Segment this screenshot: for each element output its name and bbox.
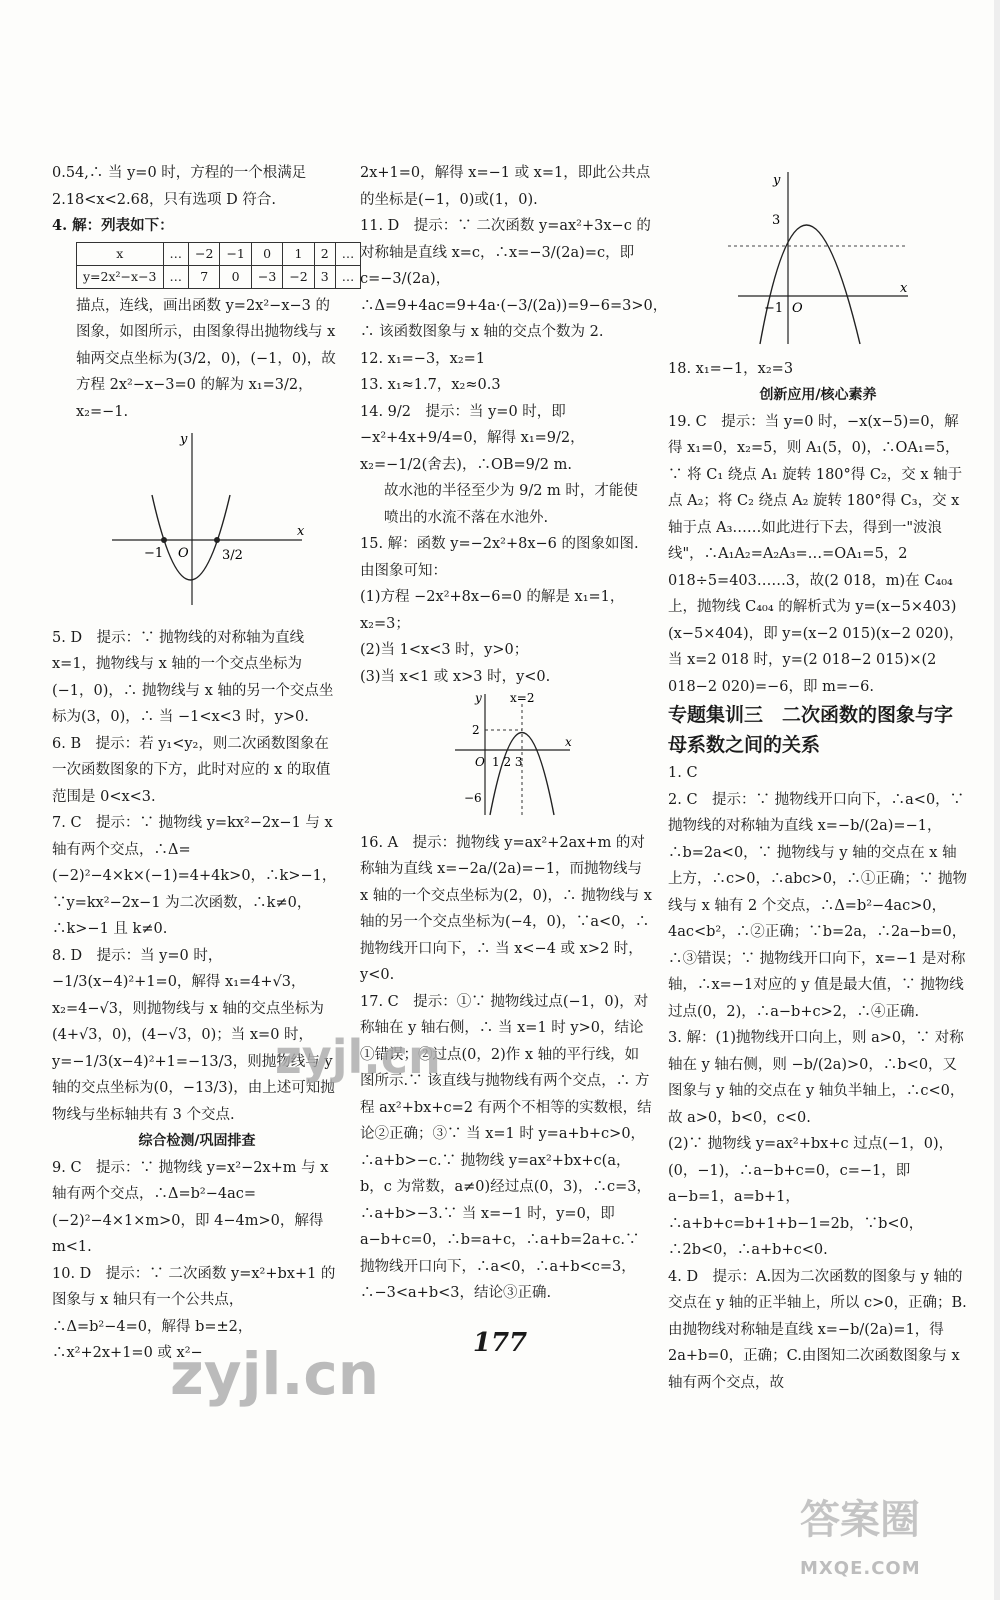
- y-label: y: [773, 173, 781, 188]
- watermark-logo: 答案圈: [800, 1497, 920, 1543]
- table-cell: 3: [314, 265, 335, 288]
- origin-label: O: [792, 301, 803, 316]
- table-cell: …: [335, 265, 361, 288]
- table-cell: 0: [251, 242, 282, 265]
- page-edge: [994, 0, 1000, 1600]
- tick-labels: 1 2 3: [492, 755, 523, 769]
- root-label-left: −1: [144, 546, 164, 561]
- q6: 6. B 提示：若 y₁<y₂，则二次函数图象在一次函数图象的下方，此时对应的 x 的取值范围是 0<x<3.: [52, 735, 331, 805]
- table-cell: …: [163, 265, 189, 288]
- section-heading: 综合检测/巩固排查: [138, 1133, 256, 1149]
- watermark-site: MXQE.COM: [800, 1558, 921, 1579]
- x-label: x: [565, 735, 572, 749]
- q7: 7. C 提示：∵ 抛物线 y=kx²−2x−1 与 x 轴有两个交点，∴Δ=(−2)²−4×k×(−1)=4+4k>0，∴k>−1，∵y=kx²−2x−1 为二次函数，∴k≠0，∴k>−1 且 k≠0.: [52, 815, 337, 937]
- table-cell: −2: [283, 265, 314, 288]
- graph-q17: [668, 166, 968, 346]
- table-cell: −3: [251, 265, 282, 288]
- q16: 16. A 提示：抛物线 y=ax²+2ax+m 的对称轴为直线 x=−2a/(2a)=−1，而抛物线与 x 轴的一个交点坐标为(2，0)，∴ 抛物线与 x 轴的另一个交点坐标为(−4，0)，∵a<0，∴ 抛物线开口向下，∴ 当 x<−4 或 x>2 时，y<0.: [360, 834, 652, 983]
- q4-heading: 4. 解：列表如下：: [52, 217, 174, 234]
- q10-tail: 2x+1=0，解得 x=−1 或 x=1，即此公共点的坐标是(−1，0)或(1，0).: [360, 165, 651, 208]
- q9: 9. C 提示：∵ 抛物线 y=x²−2x+m 与 x 轴有两个交点，∴Δ=b²−4ac=(−2)²−4×1×m>0，即 4−4m>0，解得 m<1.: [52, 1159, 329, 1255]
- origin-label: O: [178, 546, 189, 561]
- origin-label: O: [475, 755, 485, 769]
- table-row: [77, 265, 361, 288]
- table-cell: …: [335, 242, 361, 265]
- q15-part2: (2)当 1<x<3 时，y>0；: [360, 642, 529, 658]
- table-cell: …: [163, 242, 189, 265]
- section-title: 专题集训三 二次函数的图象与字母系数之间的关系: [668, 704, 954, 756]
- graph-q4: [52, 425, 342, 615]
- column-right: [668, 166, 968, 1396]
- q13: 13. x₁≈1.7，x₂≈0.3: [360, 377, 501, 393]
- q14: 14. 9/2 提示：当 y=0 时，即 −x²+4x+9/4=0，解得 x₁=9/2，x₂=−1/2(舍去)，∴OB=9/2 m.: [360, 403, 585, 473]
- intersection-point: [214, 537, 220, 543]
- table-cell: −2: [189, 242, 220, 265]
- table-row: [77, 242, 361, 265]
- symmetry-label: x=2: [510, 691, 535, 705]
- q14-conclusion: 故水池的半径至少为 9/2 m 时，才能使喷出的水流不落在水池外.: [384, 483, 638, 526]
- y-label: y: [180, 432, 188, 447]
- min-y-label: −6: [464, 791, 482, 805]
- paragraph-q3-tail: 0.54,∴ 当 y=0 时，方程的一个根满足 2.18<x<2.68，只有选项 D 符合.: [52, 165, 307, 208]
- q15-part1: (1)方程 −2x²+8x−6=0 的解是 x₁=1，x₂=3；: [360, 589, 625, 632]
- answer-1: 1. C: [668, 765, 698, 781]
- watermark-main: zyjl.cn: [170, 1340, 380, 1408]
- value-table: [76, 242, 361, 289]
- vertex-y-label: 2: [472, 723, 480, 737]
- answer-3-part2: (2)∵ 抛物线 y=ax²+bx+c 过点(−1，0)，(0，−1)，∴a−b+c=0，c=−1，即 a−b=1，a=b+1，∴a+b+c=b+1+b−1=2b，∵b<0，∴2b<0，∴a+b+c<0.: [668, 1136, 954, 1258]
- q19: 19. C 提示：当 y=0 时，−x(x−5)=0，解得 x₁=0，x₂=5，则 A₁(5，0)，∴OA₁=5，∵ 将 C₁ 绕点 A₁ 旋转 180°得 C₂，交 x 轴于点 A₂；将 C₂ 绕点 A₂ 旋转 180°得 C₃，交 x 轴于点 A₃……如此进行下去，得到一"波浪线"，∴A₁A₂=A₂A₃=…=OA₁=5，2 018÷5=403……3，故(2 018，m)在 C₄₀₄ 上，抛物线 C₄₀₄ 的解析式为 y=(x−5×403)(x−5×404)，即 y=(x−2 015)(x−2 020)，当 x=2 018 时，y=(2 018−2 015)×(2 018−2 020)=−6，即 m=−6.: [668, 413, 964, 695]
- y-intercept-label: 3: [772, 213, 781, 228]
- table-cell: y=2x²−x−3: [77, 265, 164, 288]
- intersection-point: [161, 537, 167, 543]
- section-heading: 创新应用/核心素养: [759, 387, 877, 403]
- q12: 12. x₁=−3，x₂=1: [360, 350, 486, 367]
- root-label-left: −1: [764, 301, 784, 316]
- q8: 8. D 提示：当 y=0 时，−1/3(x−4)²+1=0，解得 x₁=4+√3，x₂=4−√3，则抛物线与 x 轴的交点坐标为(4+√3，0)，(4−√3，0)；当 x=0 时，y=−1/3(x−4)²+1=−13/3，则抛物线与 y 轴的交点坐标为(0，−13/3)，由上述可知抛物线与坐标轴共有 3 个交点.: [52, 947, 335, 1123]
- table-cell: 2: [314, 242, 335, 265]
- table-cell: −1: [220, 242, 251, 265]
- table-cell: 0: [220, 265, 251, 288]
- page-number: 177: [472, 1328, 528, 1358]
- q4-text: 描点，连线，画出函数 y=2x²−x−3 的图象，如图所示，由图象得出抛物线与 x 轴两交点坐标为(3/2，0)，(−1，0)，故方程 2x²−x−3=0 的解为 x₁=3/2，x₂=−1.: [76, 297, 336, 420]
- table-cell: x: [77, 242, 164, 265]
- x-label: x: [297, 524, 305, 539]
- q11: 11. D 提示：∵ 二次函数 y=ax²+3x−c 的对称轴是直线 x=c，∴x=−3/(2a)=c，即 c=−3/(2a)，∴Δ=9+4ac=9+4a·(−3/(2a))=9−6=3>0，∴ 该函数图象与 x 轴的交点个数为 2.: [360, 218, 668, 340]
- watermark-mid: zyjl.cn: [275, 1030, 441, 1084]
- q15-part3: (3)当 x<1 或 x>3 时，y<0.: [360, 668, 551, 685]
- q17: 17. C 提示：①∵ 抛物线过点(−1，0)，对称轴在 y 轴右侧，∴ 当 x=1 时 y>0，结论①错误；②过点(0，2)作 x 轴的平行线，如图所示.∵ 该直线与抛物线有两个交点，∴ 方程 ax²+bx+c=2 有两个不相等的实数根，结论②正确；③∵ 当 x=1 时 y=a+b+c>0，∴a+b>−c.∵ 抛物线 y=ax²+bx+c(a，b，c 为常数，a≠0)经过点(0，3)，∴c=3，∴a+b>−3.∵ 当 x=−1 时，y=0，即 a−b+c=0，∴b=a+c，∴a+b=2a+c.∵ 抛物线开口向下，∴a<0，∴a+b<c=3，∴−3<a+b<3，结论③正确.: [360, 993, 652, 1301]
- y-label: y: [475, 691, 482, 705]
- table-cell: 1: [283, 242, 314, 265]
- answer-3: 3. 解：(1)抛物线开口向上，则 a>0，∵ 对称轴在 y 轴右侧，则 −b/(2a)>0，∴b<0，又图象与 y 轴的交点在 y 轴负半轴上，∴c<0，故 a>0，b<0，c<0.: [668, 1030, 965, 1126]
- graph-q15: [360, 690, 650, 820]
- answer-4: 4. D 提示：A.因为二次函数的图象与 y 轴的交点在 y 轴的正半轴上，所以 c>0，正确；B.由抛物线对称轴是直线 x=−b/(2a)=1，得 2a+b=0，正确；C.由图知二次函数图象与 x 轴有两个交点，故: [668, 1268, 967, 1391]
- table-cell: 7: [189, 265, 220, 288]
- answer-2: 2. C 提示：∵ 抛物线开口向下，∴a<0，∵ 抛物线的对称轴为直线 x=−b/(2a)=−1，∴b=2a<0，∵ 抛物线与 y 轴的交点在 x 轴上方，∴c>0，∴abc>0，∴①正确；∵ 抛物线与 x 轴有 2 个交点，∴Δ=b²−4ac>0，4ac<b²，∴②正确；∵b=2a，∴2a−b=0，∴③错误；∵ 抛物线开口向下，x=−1 是对称轴，∴x=−1对应的 y 值是最大值，∵ 抛物线过点(0，2)，∴a−b+c>2，∴④正确.: [668, 791, 968, 1020]
- q15: 15. 解：函数 y=−2x²+8x−6 的图象如图. 由图象可知：: [360, 536, 639, 579]
- q18: 18. x₁=−1，x₂=3: [668, 360, 794, 377]
- column-left: [52, 160, 355, 1367]
- x-label: x: [900, 281, 908, 296]
- parabola-curve: [760, 225, 860, 344]
- root-label-right: 3/2: [222, 548, 243, 563]
- q10: 10. D 提示：∵ 二次函数 y=x²+bx+1 的图象与 x 轴只有一个公共点，∴Δ=b²−4=0，解得 b=±2，∴x²+2x+1=0 或 x²−: [52, 1265, 336, 1361]
- column-middle: [360, 160, 668, 1307]
- q5: 5. D 提示：∵ 抛物线的对称轴为直线 x=1，抛物线与 x 轴的一个交点坐标为(−1，0)，∴ 抛物线与 x 轴的另一个交点坐标为(3，0)，∴ 当 −1<x<3 时，y>0.: [52, 629, 334, 725]
